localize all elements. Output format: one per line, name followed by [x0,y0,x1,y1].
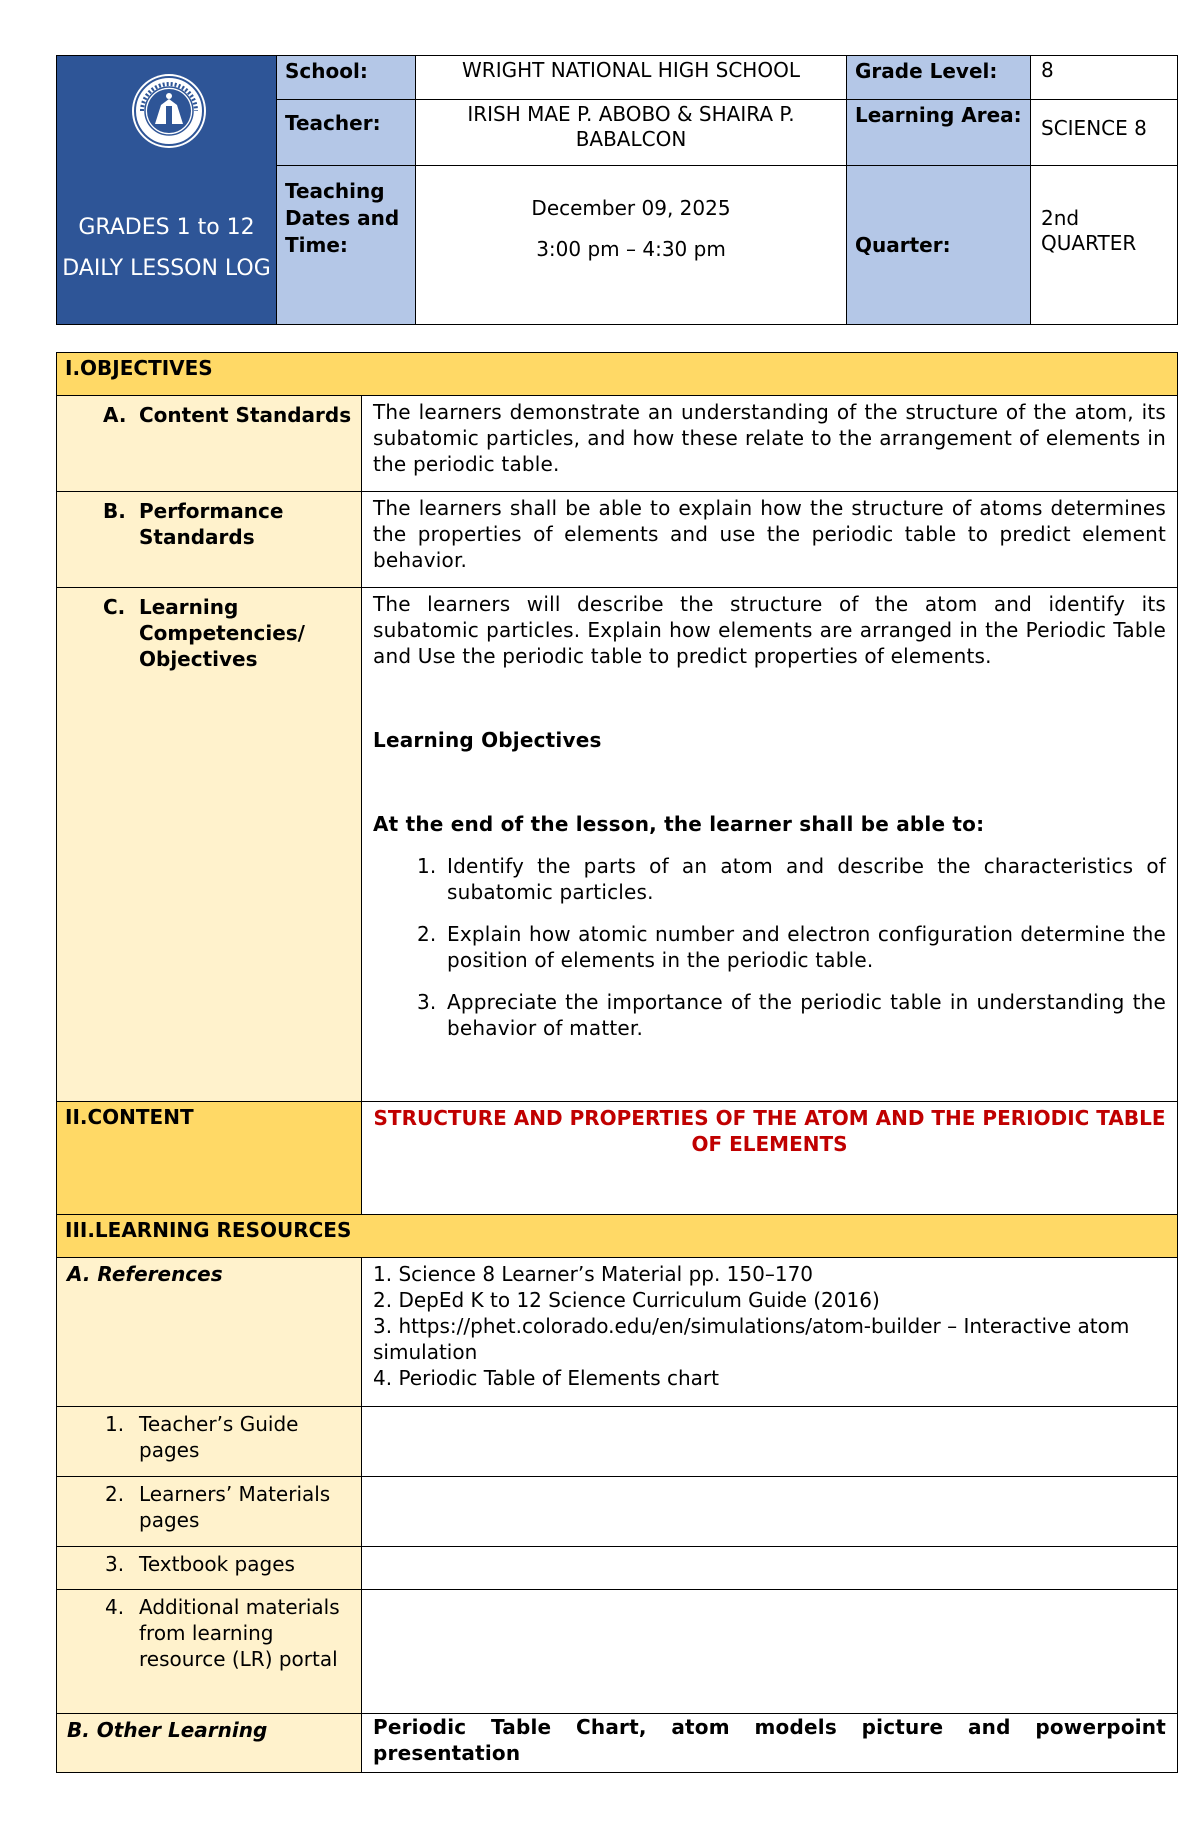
item-label: Additional materials from learning resource (LR) portal [139,1595,340,1671]
logo-caption-dll: DAILY LESSON LOG [62,256,271,281]
references-list [362,1258,1178,1407]
learners-materials-label [57,1477,362,1547]
competencies-letter: C. [103,595,126,619]
logo-caption-grades: GRADES 1 to 12 [78,215,255,240]
item-label: Teacher’s Guide pages [139,1412,299,1462]
grade-value: 8 [1031,56,1178,100]
quarter-label: Quarter: [847,166,1031,325]
other-learning-label: B. Other Learning [57,1714,362,1773]
learning-objectives-intro: At the end of the lesson, the learner shall be able to: [373,812,985,836]
learners-materials-value [362,1477,1178,1547]
reference-item: 2. DepEd K to 12 Science Curriculum Guide (2016) [373,1288,880,1312]
teacher-label: Teacher: [277,100,416,166]
time-value: 3:00 pm – 4:30 pm [536,237,726,262]
teachers-guide-label [57,1407,362,1477]
header-table [56,55,1178,325]
dates-cell [416,166,847,325]
learning-objectives-heading: Learning Objectives [373,728,602,752]
resources-heading: III.LEARNING RESOURCES [57,1215,1178,1258]
reference-item: 4. Periodic Table of Elements chart [373,1366,719,1390]
item-number: 4. [105,1595,125,1619]
dates-label: Teaching Dates and Time: [277,166,416,325]
content-topic: STRUCTURE AND PROPERTIES OF THE ATOM AND THE PERIODIC TABLE OF ELEMENTS [362,1102,1178,1215]
reference-item: 3. https://phet.colorado.edu/en/simulations/atom-builder – Interactive atom simulation [373,1314,1130,1364]
objectives-heading: I.OBJECTIVES [57,353,1178,396]
performance-standards-letter: B. [103,499,126,523]
competencies-label [57,588,362,1102]
competencies-text: The learners will describe the structure of the atom and identify its subatomic particles. Explain how elements are arranged in the Periodic Table and Use the periodic table to predict properties of elements. [373,592,1167,668]
item-number: 3. [105,1552,125,1576]
performance-standards-label [57,492,362,588]
list-item: 2. Explain how atomic number and electron configuration determine the position of elements in the periodic table. [443,921,1166,973]
performance-standards-text: The learners shall be able to explain how the structure of atoms determines the properties of elements and use the periodic table to predict element behavior. [362,492,1178,588]
grade-label: Grade Level: [847,56,1031,100]
quarter-value: 2nd QUARTER [1031,166,1178,325]
other-learning-text: Periodic Table Chart, atom models picture and powerpoint presentation [362,1714,1178,1773]
list-item: 1. Identify the parts of an atom and describe the characteristics of subatomic particles. [443,853,1166,905]
area-value: SCIENCE 8 [1031,100,1178,166]
performance-standards-title: Performance Standards [139,499,284,549]
content-standards-title: Content Standards [139,403,352,427]
teachers-guide-value [362,1407,1178,1477]
item-number: 1. [105,1412,125,1436]
references-label: A. References [57,1258,362,1407]
content-heading: II.CONTENT [57,1102,362,1215]
additional-materials-value [362,1590,1178,1714]
lesson-log-table [56,352,1178,1773]
teacher-value: IRISH MAE P. ABOBO & SHAIRA P. BABALCON [416,100,847,166]
item-label: Textbook pages [139,1552,295,1576]
item-number: 2. [105,1482,125,1506]
competencies-cell [362,588,1178,1102]
area-label: Learning Area: [847,100,1031,166]
date-value: December 09, 2025 [531,196,731,221]
reference-item: 1. Science 8 Learner’s Material pp. 150–170 [373,1262,814,1286]
school-value: WRIGHT NATIONAL HIGH SCHOOL [416,56,847,100]
content-standards-label [57,396,362,492]
textbook-pages-label [57,1547,362,1590]
logo-panel [57,56,277,325]
school-label: School: [277,56,416,100]
textbook-pages-value [362,1547,1178,1590]
item-label: Learners’ Materials pages [139,1482,331,1532]
deped-seal-icon [130,72,208,150]
competencies-title: Learning Competencies/ Objectives [139,595,305,671]
content-standards-text: The learners demonstrate an understanding of the structure of the atom, its subatomic particles, and how these relate to the arrangement of elements in the periodic table. [362,396,1178,492]
list-item: 3. Appreciate the importance of the periodic table in understanding the behavior of matter. [443,989,1166,1041]
content-standards-letter: A. [103,403,127,427]
additional-materials-label [57,1590,362,1714]
learning-objectives-list [373,853,1166,1041]
